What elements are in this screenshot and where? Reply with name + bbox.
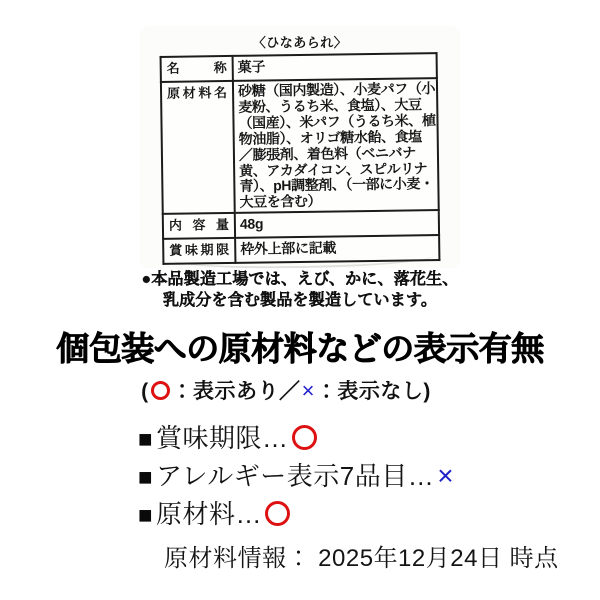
list-item-label: 原材料 [156,499,236,529]
square-bullet-icon: ■ [138,502,153,529]
list-item-label: アレルギー表示7品目 [156,461,408,491]
table-row-ingredients [161,78,439,214]
footer-date: 2025年12月24日 時点 [318,545,559,572]
list-item-allergy-7 [138,458,454,496]
row-value-best-before: 枠外上部に記載 [235,235,439,263]
factory-note-line2: 乳成分を含む製品を製造しています。 [162,292,438,309]
allergen-factory-note [0,269,600,311]
table-row-net-content [163,210,439,239]
cross-mark-icon: × [437,460,455,491]
row-header-net-content: 内容量 [163,213,235,239]
ingredients-line: 黄、アカダイコン、スピルリナ [239,159,428,179]
cross-mark-icon: × [301,378,315,403]
ingredient-info-date [164,544,559,574]
row-header-ingredients: 原材料名 [161,81,235,214]
legend [0,377,586,405]
row-value-ingredients [233,78,439,213]
label-photo-title: 〈ひなあられ〉 [252,35,348,50]
list-item-dots: … [407,461,435,491]
circle-mark-icon [265,501,290,526]
circle-mark-icon [151,381,170,400]
row-value-net-content: 48g [235,210,439,238]
display-check-list [138,420,454,534]
list-item-label: 賞味期限 [156,423,263,453]
page-title: 個包装への原材料などの表示有無 [56,330,544,367]
row-header-name: 名称 [161,56,233,82]
factory-note-line1: ●本品製造工場では、えび、かに、落花生、 [141,271,459,288]
ingredients-line: 物油脂）、オリゴ糖水飴、食塩 [238,128,422,147]
legend-yes-label: ：表示あり／ [171,380,301,403]
label-photo [140,26,460,268]
ingredients-line: 麦粉、うるち米、食塩）、大豆 [238,96,422,115]
ingredients-line: 青）、pH調整剤、（一部に小麦・ [239,175,434,195]
row-value-name: 菓子 [233,53,437,81]
ingredients-line: （国産）、米パフ（うるち米、植 [238,111,436,131]
ingredients-line: ／膨張剤、着色料（ベニバナ [238,144,416,163]
list-item-ingredients [138,496,454,534]
table-row-best-before [163,235,439,264]
row-header-best-before: 賞味期限 [163,238,235,264]
square-bullet-icon: ■ [138,426,153,453]
list-item-dots: … [235,499,263,529]
ingredients-line: 大豆を含む） [239,193,322,211]
legend-prefix: ( [141,380,149,403]
legend-no-label: ：表示なし) [315,380,431,403]
list-item-dots: … [262,423,289,453]
footer-label: 原材料情報： [164,545,311,572]
table-row-name [161,53,437,82]
ingredient-label-table [160,52,441,265]
circle-mark-icon [292,425,317,450]
square-bullet-icon: ■ [138,464,153,491]
list-item-best-before [138,420,454,458]
ingredients-line: 砂糖（国内製造）、小麦パフ（小 [237,80,436,99]
